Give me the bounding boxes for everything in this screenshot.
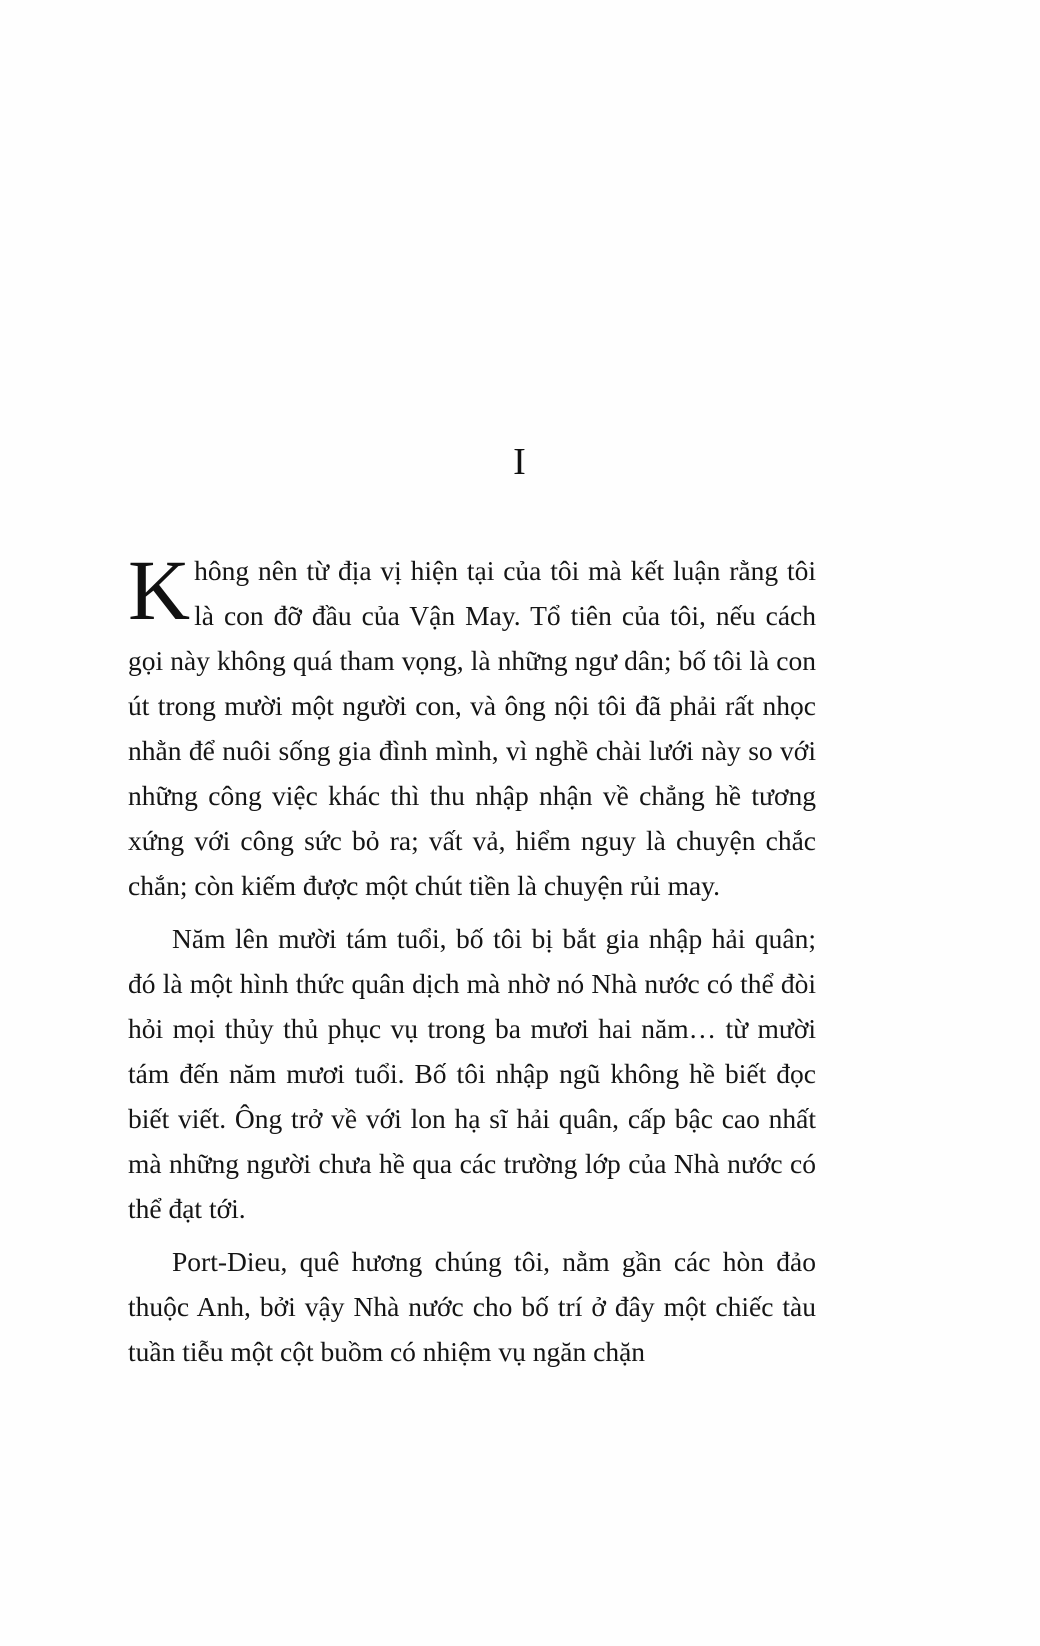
- paragraph-2: Năm lên mười tám tuổi, bố tôi bị bắt gia nhập hải quân; đó là một hình thức quân dịch mà nhờ nó Nhà nước có thể đòi hỏi mọi thủy thủ phục vụ trong ba mươi hai năm… từ mười tám đến năm mươi tuổi. Bố tôi nhập ngũ không hề biết đọc biết viết. Ông trở về với lon hạ sĩ hải quân, cấp bậc cao nhất mà những người chưa hề qua các trường lớp của Nhà nước có thể đạt tới.: [128, 923, 816, 1224]
- drop-cap: K: [128, 542, 191, 638]
- paragraph-1-text: hông nên từ địa vị hiện tại của tôi mà kết luận rằng tôi là con đỡ đầu của Vận May. Tổ tiên của tôi, nếu cách gọi này không quá tham vọng, là những ngư dân; bố tôi là con út trong mười một người con, và ông nội tôi đã phải rất nhọc nhằn để nuôi sống gia đình mình, vì nghề chài lưới này so với những công việc khác thì thu nhập nhận về chẳng hề tương xứng với công sức bỏ ra; vất vả, hiểm nguy là chuyện chắc chắn; còn kiếm được một chút tiền là chuyện rủi may.: [128, 555, 816, 901]
- paragraph-3: Port-Dieu, quê hương chúng tôi, nằm gần các hòn đảo thuộc Anh, bởi vậy Nhà nước cho bố trí ở đây một chiếc tàu tuần tiễu một cột buồm có nhiệm vụ ngăn chặn: [128, 1246, 816, 1367]
- paragraph-1: [128, 542, 816, 908]
- chapter-number: I: [513, 441, 527, 483]
- body-text-block: [128, 542, 816, 1374]
